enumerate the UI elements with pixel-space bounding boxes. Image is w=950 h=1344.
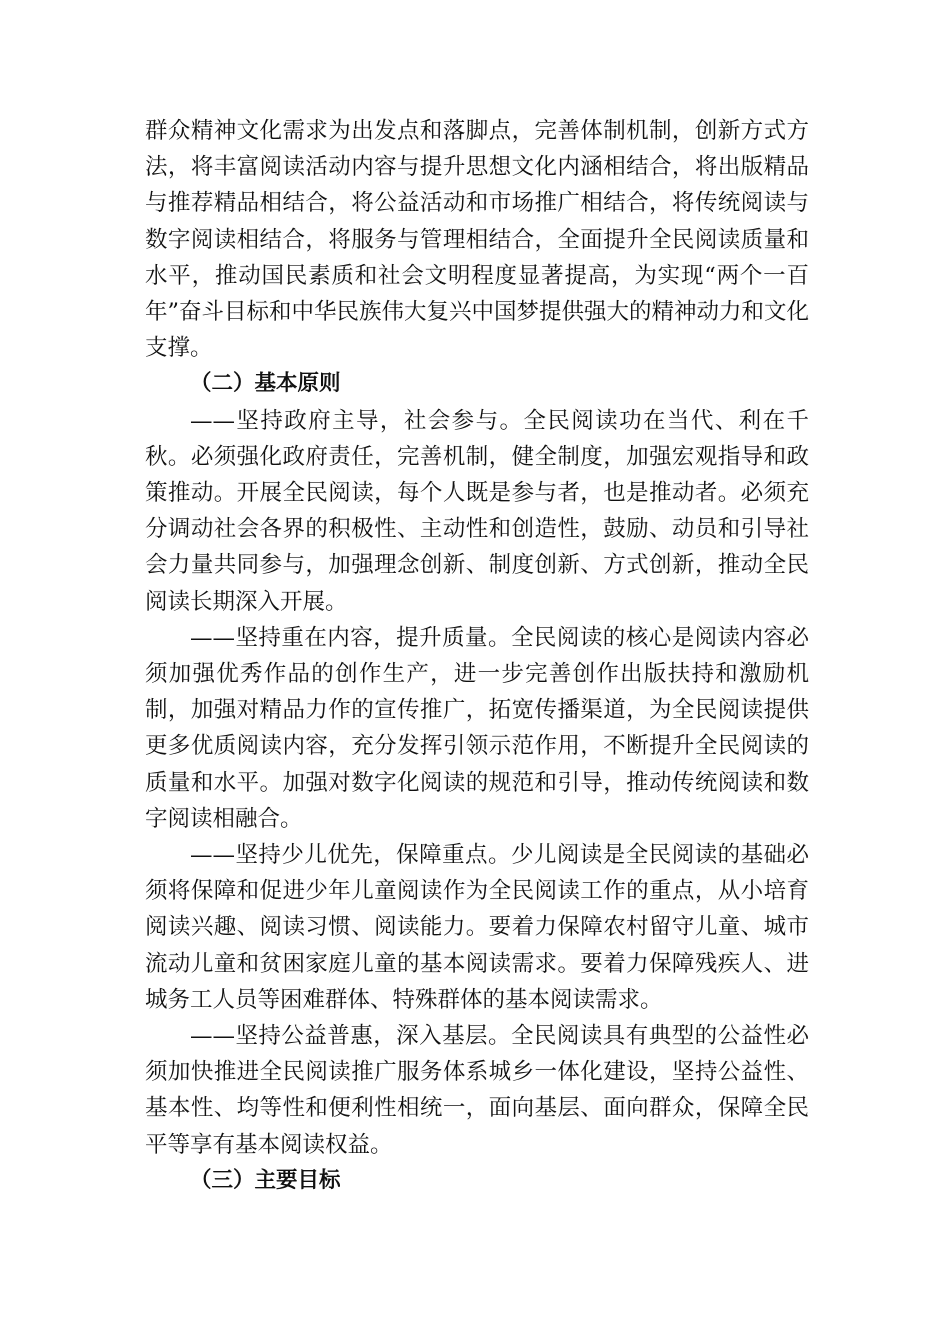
principle-paragraph-4: ——坚持公益普惠，深入基层。全民阅读具有典型的公益性必须加快推进全民阅读推广服务体系城乡一体化建设，坚持公益性、基本性、均等性和便利性相统一，面向基层、面向群众，保障全民平等享有基本阅读权益。	[145, 1023, 809, 1158]
section-heading-basic-principles: （二）基本原则	[190, 371, 341, 397]
principle-paragraph-2: ——坚持重在内容，提升质量。全民阅读的核心是阅读内容必须加强优秀作品的创作生产，进一步完善创作出版扶持和激励机制，加强对精品力作的宣传推广，拓宽传播渠道，为全民阅读提供更多优质阅读内容，充分发挥引领示范作用，不断提升全民阅读的质量和水平。加强对数字化阅读的规范和引导，推动传统阅读和数字阅读相融合。	[145, 624, 809, 832]
document-page	[145, 113, 809, 1199]
intro-paragraph: 群众精神文化需求为出发点和落脚点，完善体制机制，创新方式方法，将丰富阅读活动内容与提升思想文化内涵相结合，将出版精品与推荐精品相结合，将公益活动和市场推广相结合，将传统阅读与数字阅读相结合，将服务与管理相结合，全面提升全民阅读质量和水平，推动国民素质和社会文明程度显著提高，为实现“两个一百年”奋斗目标和中华民族伟大复兴中国梦提供强大的精神动力和文化支撑。	[145, 118, 810, 362]
section-heading-main-goals: （三）主要目标	[190, 1167, 341, 1193]
principle-paragraph-1: ——坚持政府主导，社会参与。全民阅读功在当代、利在千秋。必须强化政府责任，完善机制，健全制度，加强宏观指导和政策推动。开展全民阅读，每个人既是参与者，也是推动者。必须充分调动社会各界的积极性、主动性和创造性，鼓励、动员和引导社会力量共同参与，加强理念创新、制度创新、方式创新，推动全民阅读长期深入开展。	[145, 407, 809, 615]
principle-paragraph-3: ——坚持少儿优先，保障重点。少儿阅读是全民阅读的基础必须将保障和促进少年儿童阅读作为全民阅读工作的重点，从小培育阅读兴趣、阅读习惯、阅读能力。要着力保障农村留守儿童、城市流动儿童和贫困家庭儿童的基本阅读需求。要着力保障残疾人、进城务工人员等困难群体、特殊群体的基本阅读需求。	[145, 842, 809, 1013]
